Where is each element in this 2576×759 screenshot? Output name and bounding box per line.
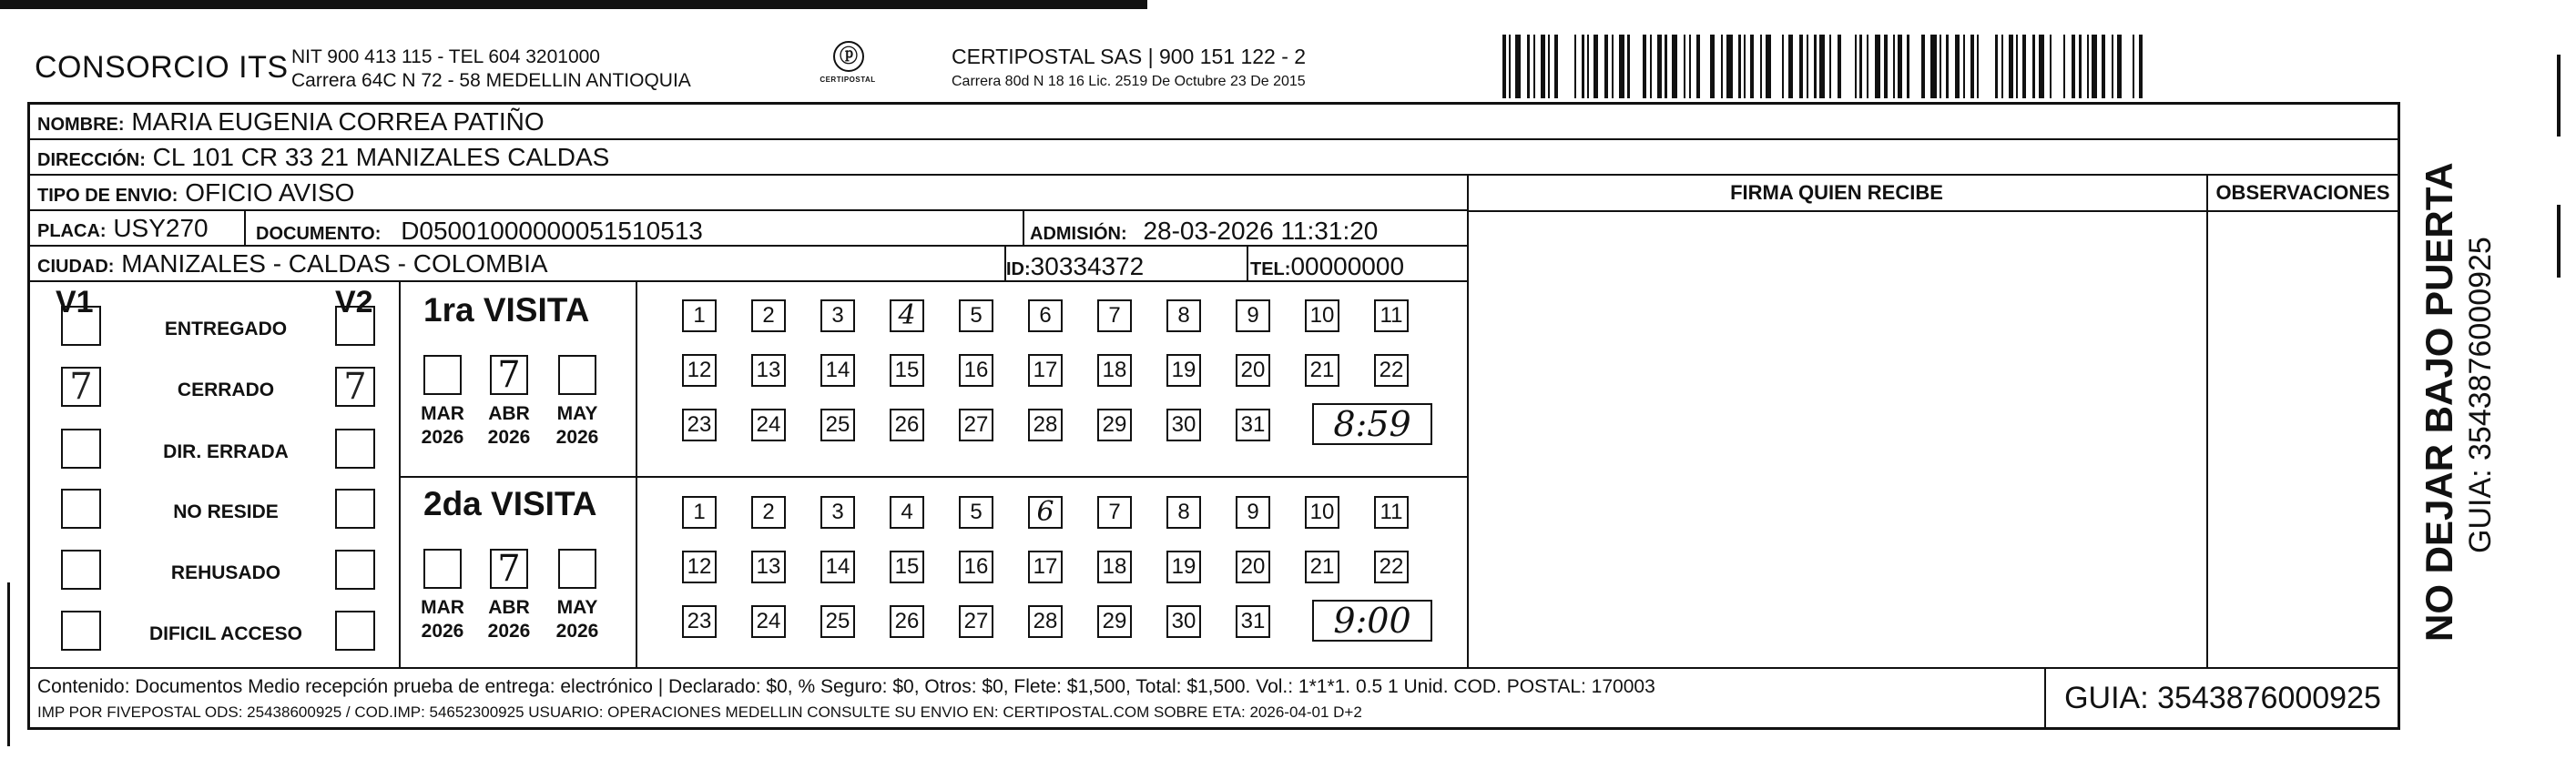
day-box[interactable]: 21 (1305, 551, 1339, 583)
barcode-bar (1970, 35, 1974, 98)
v1-checkbox[interactable]: 7 (61, 367, 101, 407)
barcode-bar (1527, 35, 1530, 98)
id-field (1006, 249, 1144, 287)
observaciones-label: OBSERVACIONES (2215, 181, 2390, 204)
day-box[interactable]: 14 (820, 551, 855, 583)
barcode-bar (1893, 35, 1895, 98)
month-label (545, 596, 609, 643)
month-label (545, 402, 609, 450)
id-value: 30334372 (1030, 252, 1145, 280)
day-box[interactable]: 26 (890, 605, 924, 638)
divider (399, 476, 1467, 478)
barcode-bar (1657, 35, 1662, 98)
tipo-row (30, 176, 1467, 211)
side-warning: NO DEJAR BAJO PUERTA (2418, 162, 2460, 642)
ciudad-value: MANIZALES - CALDAS - COLOMBIA (121, 249, 548, 278)
v1-checkbox[interactable] (61, 429, 101, 469)
barcode-bar (1777, 35, 1779, 98)
day-box[interactable]: 29 (1097, 605, 1132, 638)
barcode-bar (1564, 35, 1571, 98)
tel-label: TEL: (1250, 259, 1291, 279)
day-box[interactable]: 1 (682, 299, 717, 332)
day-box[interactable]: 1 (682, 496, 717, 529)
footer-guia: GUIA: 3543876000925 (2064, 681, 2381, 715)
direccion-row (30, 140, 2398, 176)
top-rule (0, 0, 1147, 9)
company-name: CONSORCIO ITS (35, 50, 289, 85)
barcode-bar (1593, 35, 1598, 98)
barcode-bar (2022, 35, 2026, 98)
barcode-bar (1582, 35, 1584, 98)
month-label (411, 596, 474, 643)
barcode-bar (2001, 35, 2003, 98)
barcode-bar (1867, 35, 1868, 98)
barcode-bar (1604, 35, 1608, 98)
barcode-bar (1977, 35, 1979, 98)
month-checkbox[interactable]: 7 (490, 549, 528, 589)
barcode-bar (1875, 35, 1880, 98)
day-box[interactable]: 22 (1374, 551, 1409, 583)
barcode-bar (1845, 35, 1849, 98)
day-box[interactable]: 30 (1166, 605, 1201, 638)
barcode-bar (2092, 35, 2097, 98)
day-box[interactable]: 31 (1236, 605, 1270, 638)
day-box[interactable]: 20 (1236, 354, 1270, 387)
logo-icon: ⓟ (833, 41, 864, 72)
day-box[interactable]: 11 (1374, 496, 1409, 529)
day-box[interactable]: 2 (751, 299, 786, 332)
barcode-bar (1744, 35, 1746, 98)
delivery-form (27, 102, 2400, 730)
month-name: ABR (488, 403, 530, 424)
barcode-bar (1829, 35, 1831, 98)
barcode-bar (1554, 35, 1558, 98)
day-box[interactable]: 14 (820, 354, 855, 387)
day-box[interactable]: 8 (1166, 496, 1201, 529)
barcode-bar (1710, 35, 1715, 98)
day-box[interactable]: 15 (890, 354, 924, 387)
v1-checkbox[interactable] (61, 489, 101, 529)
courier-address: Carrera 80d N 18 16 Lic. 2519 De Octubre 23 De 2015 (952, 74, 1306, 89)
day-box[interactable]: 13 (751, 551, 786, 583)
barcode-bar (1696, 35, 1700, 98)
day-box[interactable]: 19 (1166, 354, 1201, 387)
day-box[interactable]: 3 (820, 299, 855, 332)
day-box[interactable]: 3 (820, 496, 855, 529)
barcode-bar (2072, 35, 2075, 98)
day-box[interactable]: 17 (1028, 354, 1063, 387)
edge-mark (2557, 55, 2561, 137)
day-box[interactable]: 2 (751, 496, 786, 529)
day-box[interactable]: 23 (682, 605, 717, 638)
barcode-bar (1995, 35, 1998, 98)
day-box[interactable]: 11 (1374, 299, 1409, 332)
v1-checkbox[interactable] (61, 550, 101, 590)
barcode-bar (1612, 35, 1614, 98)
footer-line-1: Contenido: Documentos Medio recepción prueba de entrega: electrónico | Declarado: $0, % Seguro: $0, Otros: $0, Flete: $1,500, Total: $1,500. Vol.: 1*1*1. 0.5 1 Unid. COD. POSTAL: 170003 (37, 676, 1655, 697)
signature-area[interactable] (1471, 214, 2203, 663)
day-box[interactable]: 20 (1236, 551, 1270, 583)
barcode-bar (1750, 35, 1754, 98)
divider (1247, 247, 1248, 282)
footer-line-2: IMP POR FIVEPOSTAL ODS: 25438600925 / COD.IMP: 54652300925 USUARIO: OPERACIONES MEDELLIN CONSULTE SU ENVIO EN: CERTIPOSTAL.COM SOBRE ETA: 2026-04-01 D+2 (37, 703, 1362, 721)
divider (1004, 247, 1006, 282)
day-box[interactable]: 30 (1166, 409, 1201, 441)
admision-label: ADMISIÓN: (1030, 224, 1127, 244)
barcode-bar (1788, 35, 1793, 98)
barcode-bar (1643, 35, 1646, 98)
tel-value: 00000000 (1290, 252, 1405, 280)
logo-text: CERTIPOSTAL (820, 76, 876, 84)
admision-value: 28-03-2026 11:31:20 (1143, 217, 1379, 245)
barcode-bar (1814, 35, 1817, 98)
barcode-bar (1548, 35, 1550, 98)
day-box[interactable]: 27 (959, 409, 993, 441)
v2-label: V2 (335, 285, 373, 319)
barcode-bar (2127, 35, 2130, 98)
visit1-title: 1ra VISITA (423, 291, 590, 329)
v2-checkbox[interactable] (335, 306, 375, 346)
certipostal-logo (815, 41, 881, 96)
v2-checkbox[interactable] (335, 611, 375, 651)
barcode-bar (1819, 35, 1825, 98)
barcode-bar (1921, 35, 1925, 98)
barcode-bar (2009, 35, 2013, 98)
divider (1467, 176, 1469, 667)
edge-mark (2557, 205, 2561, 278)
ciudad-label: CIUDAD: (37, 257, 115, 277)
day-box[interactable]: 24 (751, 605, 786, 638)
day-box[interactable]: 23 (682, 409, 717, 441)
divider (1467, 210, 2398, 212)
barcode-bar (1726, 35, 1733, 98)
barcode-bar (2139, 35, 2143, 98)
day-box[interactable]: 16 (959, 551, 993, 583)
barcode-bar (1515, 35, 1521, 98)
barcode-bar (2050, 35, 2052, 98)
status-label: REHUSADO (170, 562, 281, 583)
barcode-bar (1983, 35, 1989, 98)
barcode-bar (1963, 35, 1965, 98)
barcode-bar (1634, 35, 1636, 98)
barcode-bar (1916, 35, 1918, 98)
barcode-bar (1541, 35, 1545, 98)
divider (30, 667, 2398, 669)
day-box[interactable]: 7 (1097, 496, 1132, 529)
nombre-label: NOMBRE: (37, 115, 125, 135)
documento-value: D05001000000051510513 (401, 217, 703, 245)
barcode-bar (1650, 35, 1652, 98)
month-label (477, 402, 541, 450)
barcode-bar (1703, 35, 1705, 98)
barcode-bar (1955, 35, 1960, 98)
day-box[interactable]: 21 (1305, 354, 1339, 387)
month-name: MAR (421, 597, 464, 618)
side-guia: GUIA: 3543876000925 (2463, 237, 2498, 553)
visit2-title: 2da VISITA (423, 485, 597, 522)
status-label: ENTREGADO (164, 319, 288, 339)
day-box[interactable]: 18 (1097, 354, 1132, 387)
courier-name: CERTIPOSTAL SAS | 900 151 122 - 2 (952, 45, 1307, 68)
company-address: Carrera 64C N 72 - 58 MEDELLIN ANTIOQUIA (291, 70, 691, 91)
time-field[interactable]: 9:00 (1312, 600, 1432, 642)
tipo-value: OFICIO AVISO (185, 178, 355, 207)
barcode-bar (2117, 35, 2122, 98)
observations-area[interactable] (2210, 214, 2396, 663)
documento-field (256, 214, 703, 251)
direccion-label: DIRECCIÓN: (37, 150, 146, 170)
company-info (291, 46, 691, 93)
barcode-bar (2087, 35, 2089, 98)
day-box[interactable]: 19 (1166, 551, 1201, 583)
day-box[interactable]: 5 (959, 496, 993, 529)
month-year: 2026 (421, 427, 464, 448)
day-box[interactable]: 16 (959, 354, 993, 387)
month-name: ABR (488, 597, 530, 618)
barcode-bar (2102, 35, 2105, 98)
barcode-bar (1533, 35, 1535, 98)
month-year: 2026 (555, 427, 599, 448)
v2-checkbox[interactable]: 7 (335, 367, 375, 407)
barcode-bar (1738, 35, 1741, 98)
v2-checkbox[interactable] (335, 489, 375, 529)
day-box[interactable]: 31 (1236, 409, 1270, 441)
day-box[interactable]: 7 (1097, 299, 1132, 332)
barcode (1502, 35, 2222, 98)
barcode-bar (1782, 35, 1784, 98)
day-box[interactable]: 9 (1236, 496, 1270, 529)
barcode-bar (1665, 35, 1667, 98)
nombre-value: MARIA EUGENIA CORREA PATIÑO (131, 107, 545, 136)
barcode-bar (1799, 35, 1803, 98)
day-box[interactable]: 26 (890, 409, 924, 441)
day-box[interactable]: 29 (1097, 409, 1132, 441)
day-box[interactable]: 24 (751, 409, 786, 441)
divider (2206, 176, 2208, 667)
day-box[interactable]: 25 (820, 409, 855, 441)
nombre-row (30, 105, 2398, 140)
company-nit: NIT 900 413 115 - TEL 604 3201000 (291, 46, 600, 67)
month-year: 2026 (487, 427, 531, 448)
month-year: 2026 (555, 621, 599, 642)
month-name: MAR (421, 403, 464, 424)
day-box[interactable]: 28 (1028, 605, 1063, 638)
placa-value: USY270 (113, 214, 209, 242)
month-year: 2026 (421, 621, 464, 642)
month-name: MAY (556, 403, 598, 424)
month-checkbox[interactable] (558, 549, 596, 589)
status-label: CERRADO (177, 380, 275, 400)
margin-rule (7, 582, 10, 746)
month-year: 2026 (487, 621, 531, 642)
barcode-bar (1946, 35, 1949, 98)
barcode-bar (1627, 35, 1630, 98)
barcode-bar (1587, 35, 1589, 98)
barcode-bar (2054, 35, 2059, 98)
barcode-bar (1766, 35, 1771, 98)
day-box[interactable]: 10 (1305, 496, 1339, 529)
barcode-bar (1838, 35, 1841, 98)
day-box[interactable]: 28 (1028, 409, 1063, 441)
tipo-label: TIPO DE ENVIO: (37, 186, 178, 206)
placa-label: PLACA: (37, 221, 107, 241)
barcode-bar (1684, 35, 1685, 98)
barcode-bar (2112, 35, 2113, 98)
v1-label: V1 (56, 285, 94, 319)
barcode-bar (1855, 35, 1857, 98)
day-box[interactable]: 27 (959, 605, 993, 638)
month-label (411, 402, 474, 450)
month-label (477, 596, 541, 643)
status-label: DIFICIL ACCESO (148, 623, 302, 644)
id-label: ID: (1006, 259, 1031, 279)
day-box[interactable]: 4 (890, 496, 924, 529)
divider (244, 211, 246, 247)
time-field[interactable]: 8:59 (1312, 403, 1432, 445)
v1-checkbox[interactable] (61, 306, 101, 346)
barcode-bar (1574, 35, 1576, 98)
barcode-bar (1940, 35, 1941, 98)
day-box[interactable]: 10 (1305, 299, 1339, 332)
v2-checkbox[interactable] (335, 550, 375, 590)
barcode-bar (1859, 35, 1862, 98)
barcode-bar (2079, 35, 2082, 98)
month-name: MAY (556, 597, 598, 618)
barcode-bar (2039, 35, 2044, 98)
barcode-bar (2063, 35, 2065, 98)
barcode-bar (2032, 35, 2035, 98)
day-box[interactable]: 12 (682, 354, 717, 387)
courier-info (952, 44, 1306, 95)
day-box[interactable]: 13 (751, 354, 786, 387)
day-box[interactable]: 4 (890, 299, 924, 332)
day-box[interactable]: 9 (1236, 299, 1270, 332)
status-label: NO RESIDE (173, 501, 279, 522)
day-box[interactable]: 17 (1028, 551, 1063, 583)
barcode-bar (1689, 35, 1691, 98)
day-box[interactable]: 6 (1028, 496, 1063, 529)
barcode-bar (2133, 35, 2134, 98)
month-checkbox[interactable]: 7 (490, 355, 528, 395)
firma-label: FIRMA QUIEN RECIBE (1730, 181, 1943, 204)
v1-checkbox[interactable] (61, 611, 101, 651)
barcode-bar (1721, 35, 1723, 98)
barcode-bar (1502, 35, 1506, 98)
barcode-bar (1619, 35, 1624, 98)
barcode-bar (1509, 35, 1511, 98)
barcode-bar (1930, 35, 1937, 98)
day-box[interactable]: 22 (1374, 354, 1409, 387)
barcode-bar (2016, 35, 2018, 98)
barcode-bar (1760, 35, 1762, 98)
day-box[interactable]: 25 (820, 605, 855, 638)
month-checkbox[interactable] (423, 355, 462, 395)
v2-checkbox[interactable] (335, 429, 375, 469)
divider (1023, 211, 1024, 247)
barcode-bar (1898, 35, 1902, 98)
status-label: DIR. ERRADA (163, 441, 289, 462)
day-box[interactable]: 18 (1097, 551, 1132, 583)
barcode-bar (1884, 35, 1888, 98)
day-box[interactable]: 12 (682, 551, 717, 583)
day-box[interactable]: 6 (1028, 299, 1063, 332)
barcode-bar (1807, 35, 1808, 98)
day-box[interactable]: 5 (959, 299, 993, 332)
barcode-bar (1672, 35, 1677, 98)
documento-label: DOCUMENTO: (256, 224, 382, 244)
day-box[interactable]: 15 (890, 551, 924, 583)
barcode-bar (1907, 35, 1909, 98)
admision-field (1030, 214, 1378, 251)
month-checkbox[interactable] (423, 549, 462, 589)
tel-field (1250, 249, 1404, 287)
month-checkbox[interactable] (558, 355, 596, 395)
day-box[interactable]: 8 (1166, 299, 1201, 332)
direccion-value: CL 101 CR 33 21 MANIZALES CALDAS (152, 143, 610, 171)
